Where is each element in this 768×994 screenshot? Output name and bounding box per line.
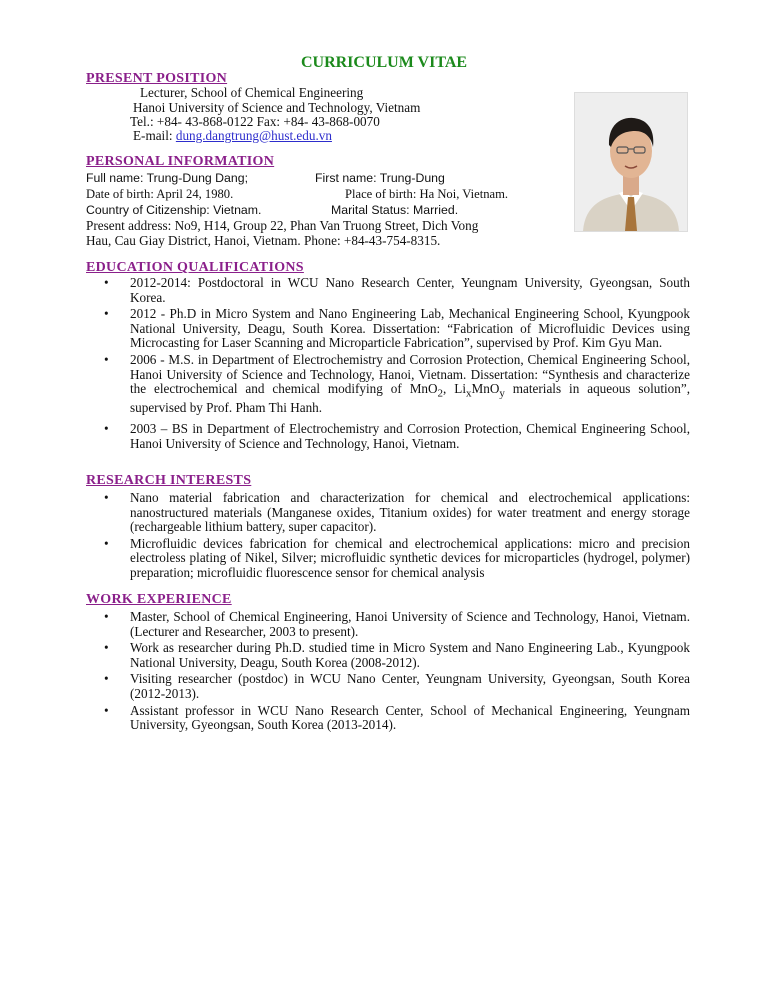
subscript: 2 [437,387,444,400]
work-item-text: Visiting researcher (postdoc) in WCU Nano Center, Yeungnam University, Gyeongsan, South Korea (2012-2013). [130,671,690,701]
list-item [104,610,690,639]
education-ms-tail: materials in aqueous solution”, supervised by Prof. Pham Thi Hanh. [130,381,691,416]
list-item [104,641,690,670]
work-list [104,610,690,735]
email-line [133,128,332,143]
list-item [104,672,690,701]
list-item [104,491,690,535]
list-item [104,276,690,305]
bullet-icon: • [104,702,109,718]
email-link[interactable]: dung.dangtrung@hust.edu.vn [175,128,332,143]
heading-education: EDUCATION QUALIFICATIONS [86,260,304,275]
education-ms-mn: MnO [471,381,500,397]
education-item-text: 2012-2014: Postdoctoral in WCU Nano Research Center, Yeungnam University, Gyeongsan, South Korea. [130,275,690,305]
bullet-icon: • [104,535,109,551]
research-item-text: Microfluidic devices fabrication for chemical and electrochemical applications: micro and precision electroless plating of Nikel, Silver; microfluidic synthetic devices for microparticles (hydrogel, polymer) preparation; microfluidic fluorescence sensor for chemical analysis [130,535,690,580]
place-of-birth: Place of birth: Ha Noi, Vietnam. [345,187,509,201]
bullet-icon: • [104,306,109,322]
work-item-text: Assistant professor in WCU Nano Research Center, School of Mechanical Engineering, Yeungnam University, Gyeongsan, South Korea (2013-2014). [130,702,690,733]
date-of-birth: Date of birth: April 24, 1980. [86,187,234,201]
bullet-icon: • [104,420,109,436]
subscript: y [499,387,505,400]
citizenship: Country of Citizenship: Vietnam. [86,203,262,217]
education-ms-mid: , Li [443,381,466,397]
work-item-text: Master, School of Chemical Engineering, Hanoi University of Science and Technology, Hanoi, Vietnam. (Lecturer and Researcher, 2003 to present). [130,609,690,639]
first-name: First name: Trung-Dung [315,171,445,185]
bullet-icon: • [104,275,109,290]
address-line-1: Present address: No9, H14, Group 22, Phan Van Truong Street, Dich Vong [86,218,479,233]
bullet-icon: • [104,671,109,687]
position-line-2: Hanoi University of Science and Technology, Vietnam [133,100,421,115]
bullet-icon: • [104,609,109,624]
list-item [104,704,690,733]
heading-personal-information: PERSONAL INFORMATION [86,154,275,169]
education-list [104,276,690,453]
research-list [104,491,690,583]
full-name: Full name: Trung-Dung Dang; [86,171,248,185]
list-item [104,422,690,451]
list-item [104,307,690,351]
list-item [104,537,690,581]
position-line-3: Tel.: +84- 43-868-0122 Fax: +84- 43-868-0070 [130,114,380,129]
address-line-2: Hau, Cau Giay District, Hanoi, Vietnam. Phone: +84-43-754-8315. [86,233,441,248]
list-item [104,353,690,416]
bullet-icon: • [104,640,109,656]
heading-present-position: PRESENT POSITION [86,71,228,86]
education-item-text: 2012 - Ph.D in Micro System and Nano Engineering Lab, Mechanical Engineering School, Kyungpook National University, Deagu, South Korea. Dissertation: “Fabrication of Microfluidic Devices using Microcasting for Laser Scanning and Microparticle Fabrication”, supervised by Prof. Kim Gyu Man. [130,306,690,351]
document-title: CURRICULUM VITAE [300,54,468,71]
bullet-icon: • [104,490,109,505]
research-item-text: Nano material fabrication and characterization for chemical and electrochemical applications: nanostructured materials (Manganese oxides, Titanium oxides) for water treatment and energy storage (rechargeable lithium battery, super capacitor). [130,490,690,535]
email-label: E-mail: [133,128,173,143]
bullet-icon: • [104,351,109,367]
heading-work-experience: WORK EXPERIENCE [86,592,232,607]
subscript: x [466,387,472,400]
profile-photo [574,92,688,232]
heading-research-interests: RESEARCH INTERESTS [86,473,252,488]
education-ms-text: 2006 - M.S. in Department of Electrochemistry and Corrosion Protection, Chemical Engineering School, Hanoi University of Science and Technology, Hanoi, Vietnam. Dissertation: “Synthesis and characterize the electrochemical and chemical modifying of MnO [130,351,690,397]
portrait-illustration [575,93,687,231]
work-item-text: Work as researcher during Ph.D. studied time in Micro System and Nano Engineering Lab., Kyungpook National University, Deagu, South Korea (2008-2012). [130,640,690,670]
position-line-1: Lecturer, School of Chemical Engineering [140,85,364,100]
education-item-text: 2003 – BS in Department of Electrochemistry and Corrosion Protection, Chemical Engineering School, Hanoi University of Science and Technology, Hanoi, Vietnam. [130,420,690,451]
marital-status: Marital Status: Married. [331,203,459,217]
